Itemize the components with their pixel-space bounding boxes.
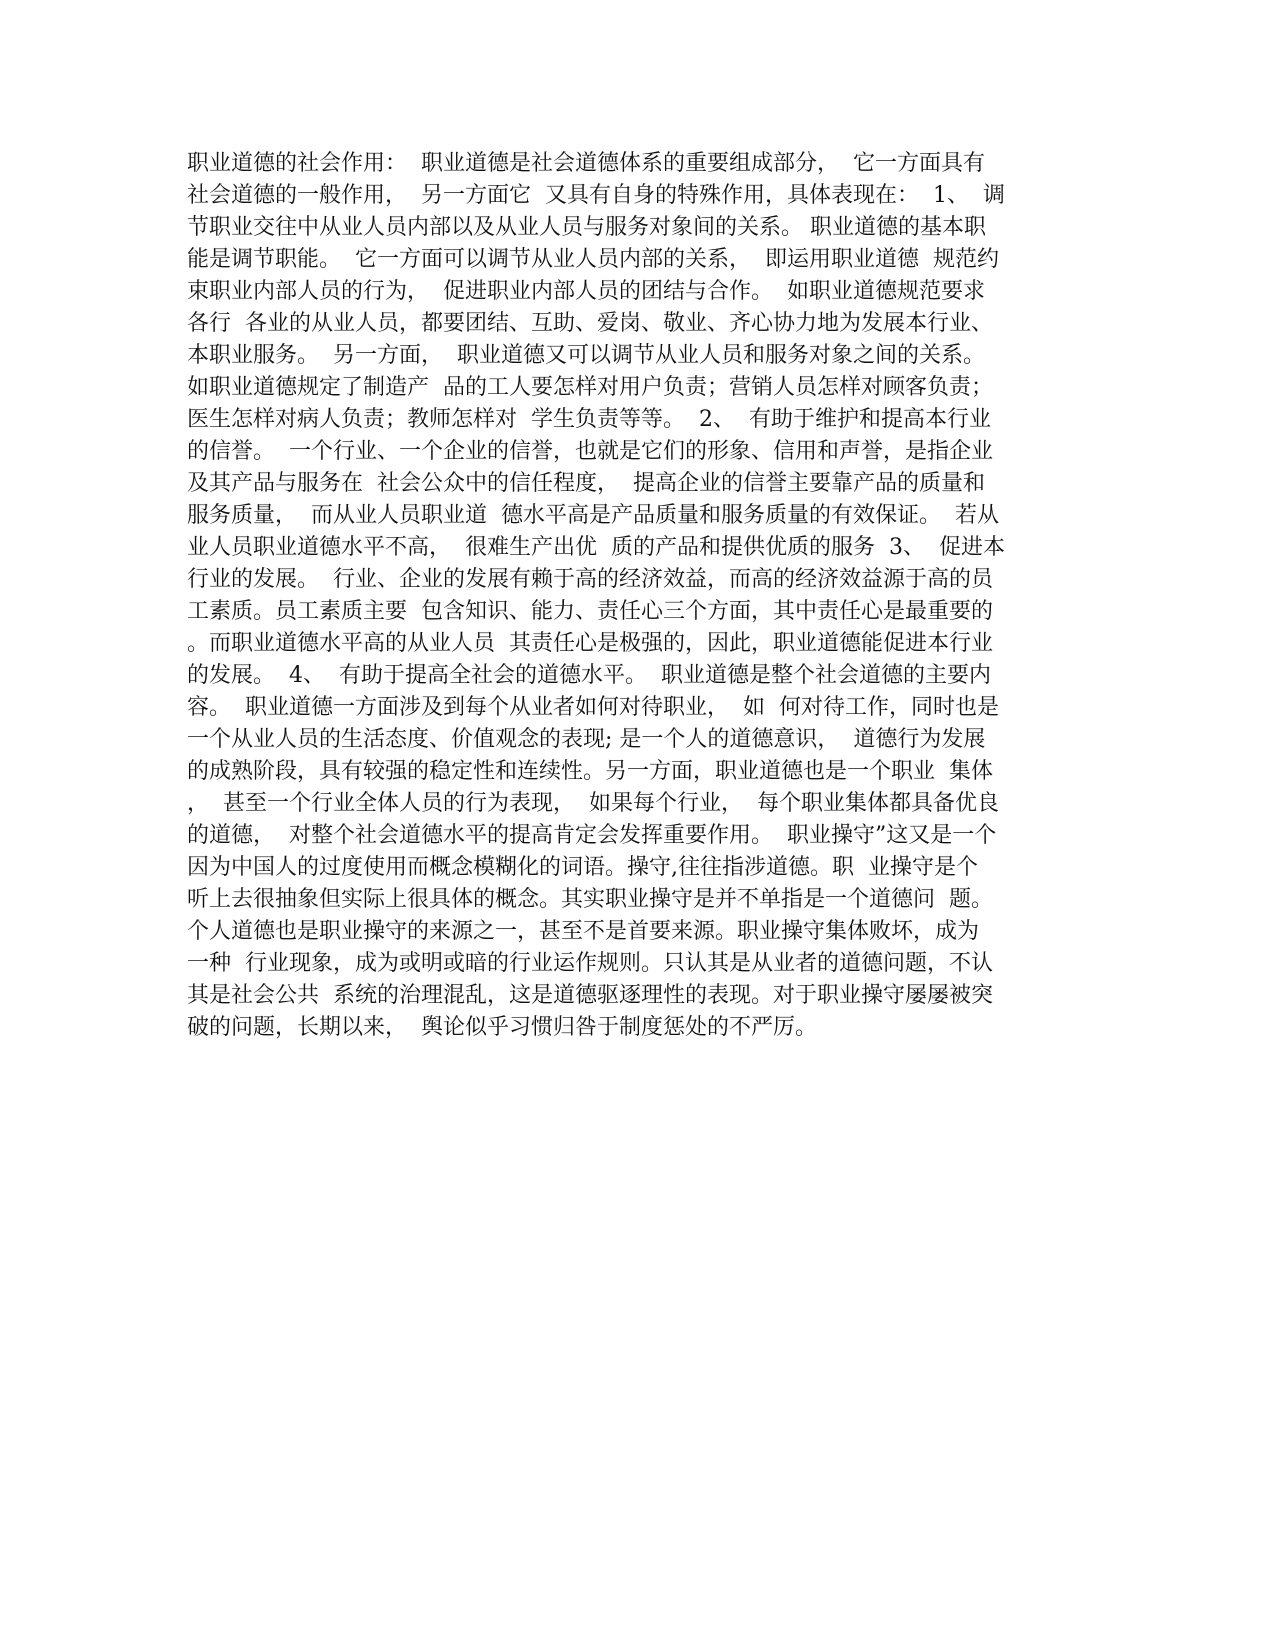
text-line: 能是调节职能。 它一方面可以调节从业人员内部的关系， 即运用职业道德 规范约 bbox=[187, 247, 999, 272]
text-line: 职业道德的社会作用： 职业道德是社会道德体系的重要组成部分， 它一方面具有 bbox=[187, 151, 985, 176]
text-line: ， 甚至一个行业全体人员的行为表现， 如果每个行业， 每个职业集体都具备优良 bbox=[187, 791, 999, 816]
text-line: 各行 各业的从业人员，都要团结、互助、爱岗、敬业、齐心协力地为发展本行业、 bbox=[187, 311, 993, 336]
text-line: 业人员职业道德水平不高， 很难生产出优 质的产品和提供优质的服务 3、 促进本 bbox=[187, 535, 1005, 560]
text-line: 束职业内部人员的行为， 促进职业内部人员的团结与合作。 如职业道德规范要求 bbox=[187, 279, 985, 304]
text-line: 的道德， 对整个社会道德水平的提高肯定会发挥重要作用。 职业操守”这又是一个 bbox=[187, 823, 997, 848]
text-line: 节职业交往中从业人员内部以及从业人员与服务对象间的关系。 职业道德的基本职 bbox=[187, 215, 986, 240]
text-line: 一个从业人员的生活态度、价值观念的表现; 是一个人的道德意识， 道德行为发展 bbox=[187, 727, 986, 752]
text-line: 本职业服务。 另一方面， 职业道德又可以调节从业人员和服务对象之间的关系。 bbox=[187, 343, 985, 368]
text-line: 的信誉。 一个行业、一个企业的信誉，也就是它们的形象、信用和声誉，是指企业 bbox=[187, 439, 993, 464]
text-line: 社会道德的一般作用， 另一方面它 又具有自身的特殊作用，具体表现在： 1、 调 bbox=[187, 183, 1005, 208]
text-line: 听上去很抽象但实际上很具体的概念。其实职业操守是并不单指是一个道德问 题。 bbox=[187, 887, 993, 912]
body-paragraph bbox=[187, 148, 1087, 1044]
text-line: 服务质量， 而从业人员职业道 德水平高是产品质量和服务质量的有效保证。 若从 bbox=[187, 503, 999, 528]
text-line: 及其产品与服务在 社会公众中的信任程度， 提高企业的信誉主要靠产品的质量和 bbox=[187, 471, 985, 496]
text-line: 。而职业道德水平高的从业人员 其责任心是极强的，因此，职业道德能促进本行业 bbox=[187, 631, 993, 656]
text-line: 的发展。 4、 有助于提高全社会的道德水平。 职业道德是整个社会道德的主要内 bbox=[187, 663, 991, 688]
text-line: 其是社会公共 系统的治理混乱，这是道德驱逐理性的表现。对于职业操守屡屡被突 bbox=[187, 983, 993, 1008]
text-line: 一种 行业现象，成为或明或暗的行业运作规则。只认其是从业者的道德问题，不认 bbox=[187, 951, 993, 976]
text-line: 因为中国人的过度使用而概念模糊化的词语。操守,往往指涉道德。职 业操守是个 bbox=[187, 855, 978, 880]
text-line: 医生怎样对病人负责；教师怎样对 学生负责等等。 2、 有助于维护和提高本行业 bbox=[187, 407, 991, 432]
text-line: 个人道德也是职业操守的来源之一，甚至不是首要来源。职业操守集体败坏，成为 bbox=[187, 919, 980, 944]
text-line: 行业的发展。 行业、企业的发展有赖于高的经济效益，而高的经济效益源于高的员 bbox=[187, 567, 993, 592]
text-line: 破的问题，长期以来， 舆论似乎习惯归咎于制度惩处的不严厉。 bbox=[187, 1015, 817, 1040]
text-line: 的成熟阶段，具有较强的稳定性和连续性。另一方面，职业道德也是一个职业 集体 bbox=[187, 759, 993, 784]
text-line: 如职业道德规定了制造产 品的工人要怎样对用户负责；营销人员怎样对顾客负责； bbox=[187, 375, 993, 400]
text-line: 工素质。员工素质主要 包含知识、能力、责任心三个方面，其中责任心是最重要的 bbox=[187, 599, 993, 624]
text-line: 容。 职业道德一方面涉及到每个从业者如何对待职业， 如 何对待工作，同时也是 bbox=[187, 695, 999, 720]
